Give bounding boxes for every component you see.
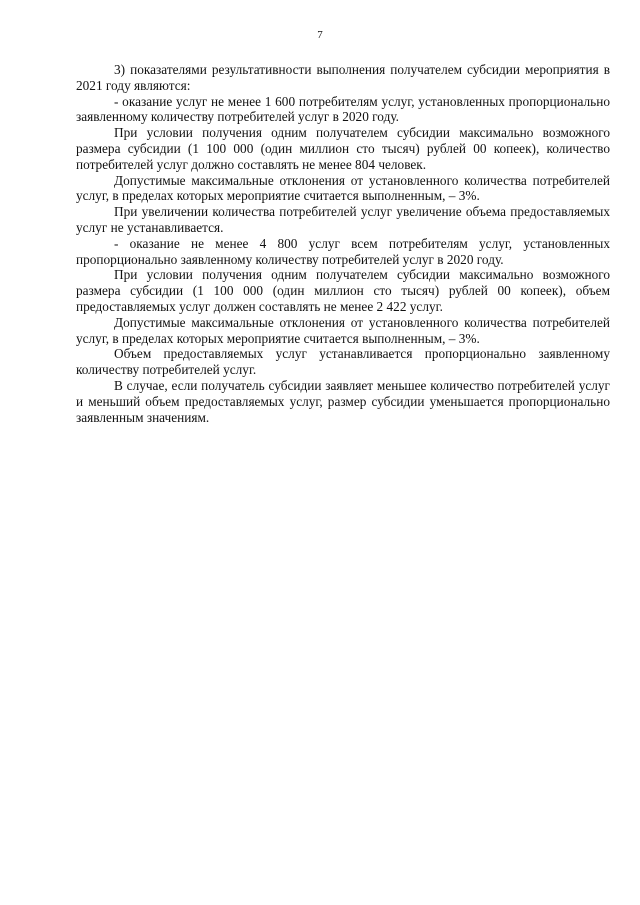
paragraph-services-deviation: Допустимые максимальные отклонения от установленного количества потребителей услуг, в пределах которых мероприятие считается выполненным, – 3%. (76, 314, 610, 346)
paragraph-subsidy-reduction: В случае, если получатель субсидии заявляет меньшее количество потребителей услуг и меньший объем предоставляемых услуг, размер субсидии уменьшается пропорционально заявленным значениям. (76, 377, 610, 425)
page-number: 7 (317, 29, 323, 41)
paragraph-consumers-target: - оказание услуг не менее 1 600 потребителям услуг, установленных пропорционально заявленному количеству потребителей услуг в 2020 году. (76, 93, 610, 125)
paragraph-indicators-intro: 3) показателями результативности выполнения получателем субсидии мероприятия в 2021 году являются: (76, 62, 610, 93)
paragraph-services-target: - оказание не менее 4 800 услуг всем потребителям услуг, установленных пропорционально заявленному количеству потребителей услуг в 2020 году. (76, 235, 610, 267)
paragraph-services-max-subsidy: При условии получения одним получателем субсидии максимально возможного размера субсидии (1 100 000 (один миллион сто тысяч) рублей 00 копеек), объем предоставляемых услуг должен составлять не менее 2 422 услуг. (76, 267, 610, 314)
document-body (76, 62, 610, 425)
paragraph-consumers-max-subsidy: При условии получения одним получателем субсидии максимально возможного размера субсидии (1 100 000 (один миллион сто тысяч) рублей 00 копеек), количество потребителей услуг должно составлять не менее 804 человек. (76, 125, 610, 172)
paragraph-volume-not-increased: При увеличении количества потребителей услуг увеличение объема предоставляемых услуг не устанавливается. (76, 204, 610, 235)
paragraph-volume-proportional: Объем предоставляемых услуг устанавливается пропорционально заявленному количеству потребителей услуг. (76, 346, 610, 378)
paragraph-consumers-deviation: Допустимые максимальные отклонения от установленного количества потребителей услуг, в пределах которых мероприятие считается выполненным, – 3%. (76, 172, 610, 204)
